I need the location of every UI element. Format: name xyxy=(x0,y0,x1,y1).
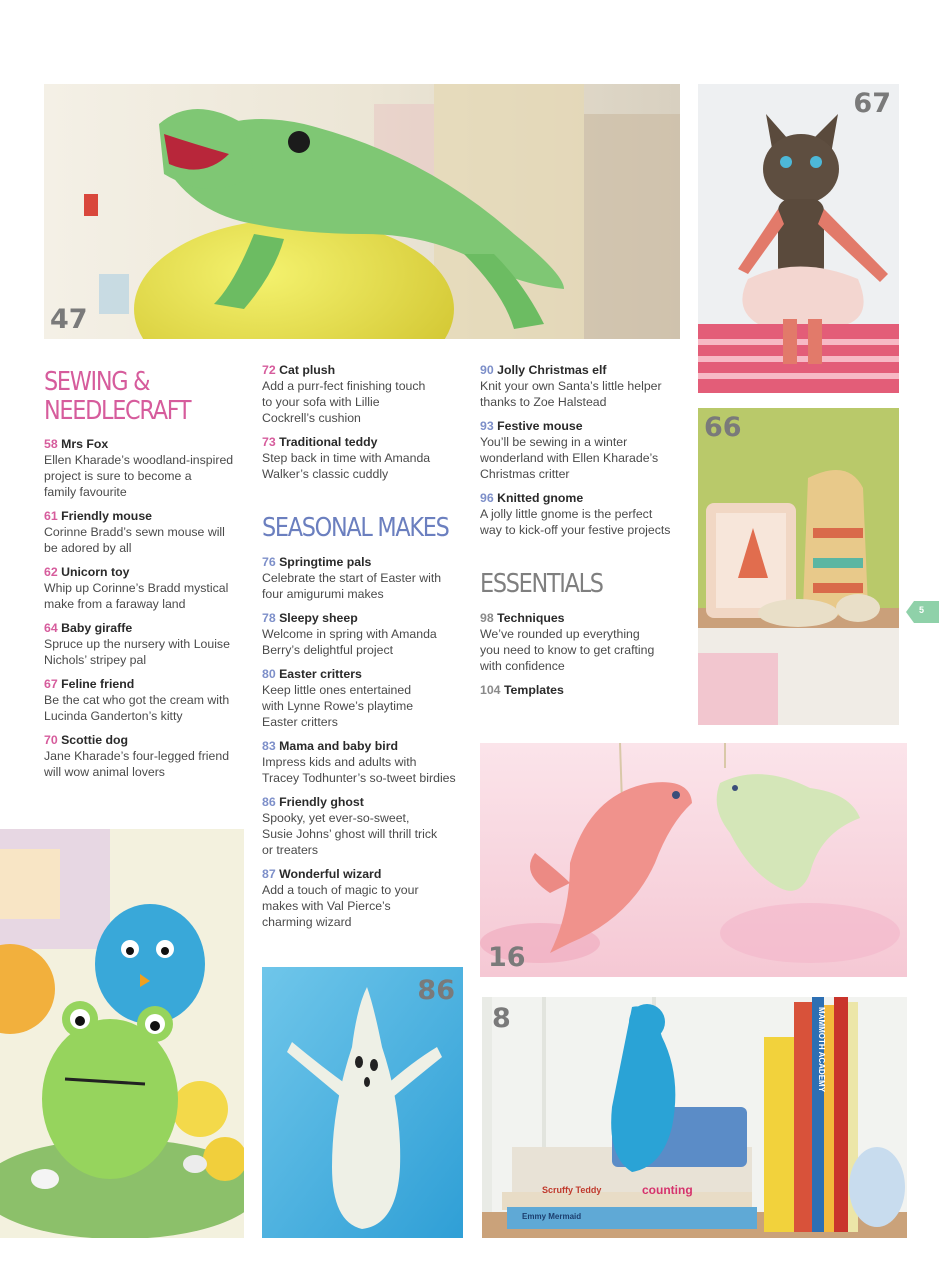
entry-title: Techniques xyxy=(497,611,565,625)
toc-entry[interactable] xyxy=(480,490,694,538)
entry-description: A jolly little gnome is the perfect way to kick-off your festive projects xyxy=(480,507,671,537)
page-number: 98 xyxy=(480,611,494,625)
entry-description: Impress kids and adults with Tracey Todhunter’s so-tweet birdies xyxy=(262,755,456,785)
entry-title: Friendly ghost xyxy=(279,795,364,809)
page-number-label: 67 xyxy=(853,88,891,119)
page-number: 93 xyxy=(480,419,494,433)
entry-heading xyxy=(480,362,694,378)
toc-entry[interactable] xyxy=(262,666,472,730)
entry-heading xyxy=(44,436,254,452)
entry-heading xyxy=(44,676,254,692)
entry-heading xyxy=(44,508,254,524)
entry-title: Templates xyxy=(503,683,564,697)
book-title-counting: counting xyxy=(642,1183,693,1197)
entry-heading xyxy=(480,610,694,626)
page-number: 70 xyxy=(44,733,58,747)
entry-heading xyxy=(480,682,694,698)
toc-entry[interactable] xyxy=(44,564,254,612)
entry-description: Spooky, yet ever-so-sweet, Susie Johns’ ghost will thrill trick or treaters xyxy=(262,811,438,857)
entry-description: Add a touch of magic to your makes with Val Pierce’s charming wizard xyxy=(262,883,419,929)
page-number-label: 8 xyxy=(492,1003,511,1034)
toc-entry[interactable] xyxy=(262,794,472,858)
page-number: 67 xyxy=(44,677,58,691)
page-number: 80 xyxy=(262,667,276,681)
entry-description: We’ve rounded up everything you need to know to get crafting with confidence xyxy=(480,627,655,673)
entry-title: Baby giraffe xyxy=(61,621,133,635)
entry-heading xyxy=(44,564,254,580)
page-number: 104 xyxy=(480,683,501,697)
entry-heading xyxy=(262,738,474,754)
toc-entry[interactable] xyxy=(480,418,694,482)
page-number: 73 xyxy=(262,435,276,449)
toc-entry[interactable] xyxy=(44,508,254,556)
book-spine-mammoth-academy: MAMMOTH ACADEMY xyxy=(817,1007,826,1093)
page-number: 96 xyxy=(480,491,494,505)
photo-cat-doll xyxy=(698,84,899,393)
photo-giraffe-toy xyxy=(698,408,899,725)
page-number: 64 xyxy=(44,621,58,635)
photo-knitted-ghost xyxy=(262,967,463,1238)
page-number-label: 16 xyxy=(488,942,526,973)
entry-description: Jane Kharade’s four-legged friend will wow animal lovers xyxy=(44,749,230,779)
section-title-sewing: SEWING & NEEDLECRAFT xyxy=(44,367,191,426)
section-title-seasonal: SEASONAL MAKES xyxy=(262,513,449,543)
entry-title: Sleepy sheep xyxy=(279,611,358,625)
entry-description: Step back in time with Amanda Walker’s classic cuddly xyxy=(262,451,431,481)
entry-title: Knitted gnome xyxy=(497,491,584,505)
entry-heading xyxy=(480,418,694,434)
entry-description: Ellen Kharade’s woodland-inspired project is sure to become a family favourite xyxy=(44,453,234,499)
toc-entry[interactable] xyxy=(44,620,254,668)
entry-title: Springtime pals xyxy=(279,555,372,569)
entry-description: Add a purr-fect finishing touch to your sofa with Lillie Cockrell’s cushion xyxy=(262,379,426,425)
page-number-label: 47 xyxy=(50,304,88,335)
page-number: 87 xyxy=(262,867,276,881)
page-number: 5 xyxy=(919,605,925,615)
page-number-label: 66 xyxy=(704,412,742,443)
page-number-label: 86 xyxy=(417,975,455,1006)
entry-title: Wonderful wizard xyxy=(279,867,382,881)
entry-description: You’ll be sewing in a winter wonderland with Ellen Kharade’s Christmas critter xyxy=(480,435,659,481)
entry-heading xyxy=(480,490,694,506)
entry-heading xyxy=(262,794,472,810)
page-number-tab xyxy=(906,601,939,623)
toc-entry[interactable] xyxy=(262,362,472,426)
toc-entry[interactable] xyxy=(480,682,694,698)
entry-description: Knit your own Santa’s little helper thanks to Zoe Halstead xyxy=(480,379,662,409)
entry-title: Cat plush xyxy=(279,363,336,377)
toc-entry[interactable] xyxy=(44,676,254,724)
toc-entry[interactable] xyxy=(262,554,472,602)
entry-title: Festive mouse xyxy=(497,419,583,433)
entry-title: Easter critters xyxy=(279,667,362,681)
entry-description: Keep little ones entertained with Lynne Rowe’s playtime Easter critters xyxy=(262,683,414,729)
toc-entry[interactable] xyxy=(480,362,694,410)
entry-heading xyxy=(262,434,472,450)
entry-description: Corinne Bradd’s sewn mouse will be adored by all xyxy=(44,525,225,555)
photo-crochet-birds xyxy=(480,743,907,977)
toc-entry[interactable] xyxy=(44,732,254,780)
entry-heading xyxy=(44,732,254,748)
entry-title: Traditional teddy xyxy=(279,435,378,449)
book-title-emmy-mermaid: Emmy Mermaid xyxy=(522,1212,582,1221)
section-title-essentials: ESSENTIALS xyxy=(480,569,603,599)
page-number: 61 xyxy=(44,509,58,523)
entry-heading xyxy=(262,362,472,378)
page-number: 76 xyxy=(262,555,276,569)
entry-heading xyxy=(262,666,472,682)
entry-heading xyxy=(262,866,472,882)
entry-heading xyxy=(262,610,472,626)
page-number: 58 xyxy=(44,437,58,451)
page-number: 72 xyxy=(262,363,276,377)
book-title-scruffy-teddy: Scruffy Teddy xyxy=(542,1185,602,1195)
entry-title: Mama and baby bird xyxy=(279,739,399,753)
entry-description: Celebrate the start of Easter with four amigurumi makes xyxy=(262,571,442,601)
entry-heading xyxy=(262,554,472,570)
entry-title: Scottie dog xyxy=(61,733,129,747)
photo-knitted-crocodile xyxy=(44,84,680,339)
entry-title: Mrs Fox xyxy=(61,437,109,451)
entry-description: Spruce up the nursery with Louise Nichols’ stripey pal xyxy=(44,637,230,667)
entry-description: Welcome in spring with Amanda Berry’s delightful project xyxy=(262,627,437,657)
page-number: 90 xyxy=(480,363,494,377)
toc-entry[interactable] xyxy=(44,436,254,500)
page-number: 62 xyxy=(44,565,58,579)
entry-description: Whip up Corinne’s Bradd mystical make from a faraway land xyxy=(44,581,229,611)
toc-entry[interactable] xyxy=(262,434,472,482)
entry-heading xyxy=(44,620,254,636)
page-number: 78 xyxy=(262,611,276,625)
toc-entry[interactable] xyxy=(262,866,472,930)
entry-description: Be the cat who got the cream with Lucinda Ganderton’s kitty xyxy=(44,693,230,723)
toc-entry[interactable] xyxy=(262,738,474,786)
photo-crochet-mouse xyxy=(482,997,907,1238)
toc-entry[interactable] xyxy=(480,610,694,674)
photo-amigurumi-pals xyxy=(0,829,244,1238)
entry-title: Jolly Christmas elf xyxy=(497,363,607,377)
toc-entry[interactable] xyxy=(262,610,472,658)
page-number: 86 xyxy=(262,795,276,809)
entry-title: Unicorn toy xyxy=(61,565,130,579)
entry-title: Feline friend xyxy=(61,677,135,691)
entry-title: Friendly mouse xyxy=(61,509,152,523)
page-number: 83 xyxy=(262,739,276,753)
